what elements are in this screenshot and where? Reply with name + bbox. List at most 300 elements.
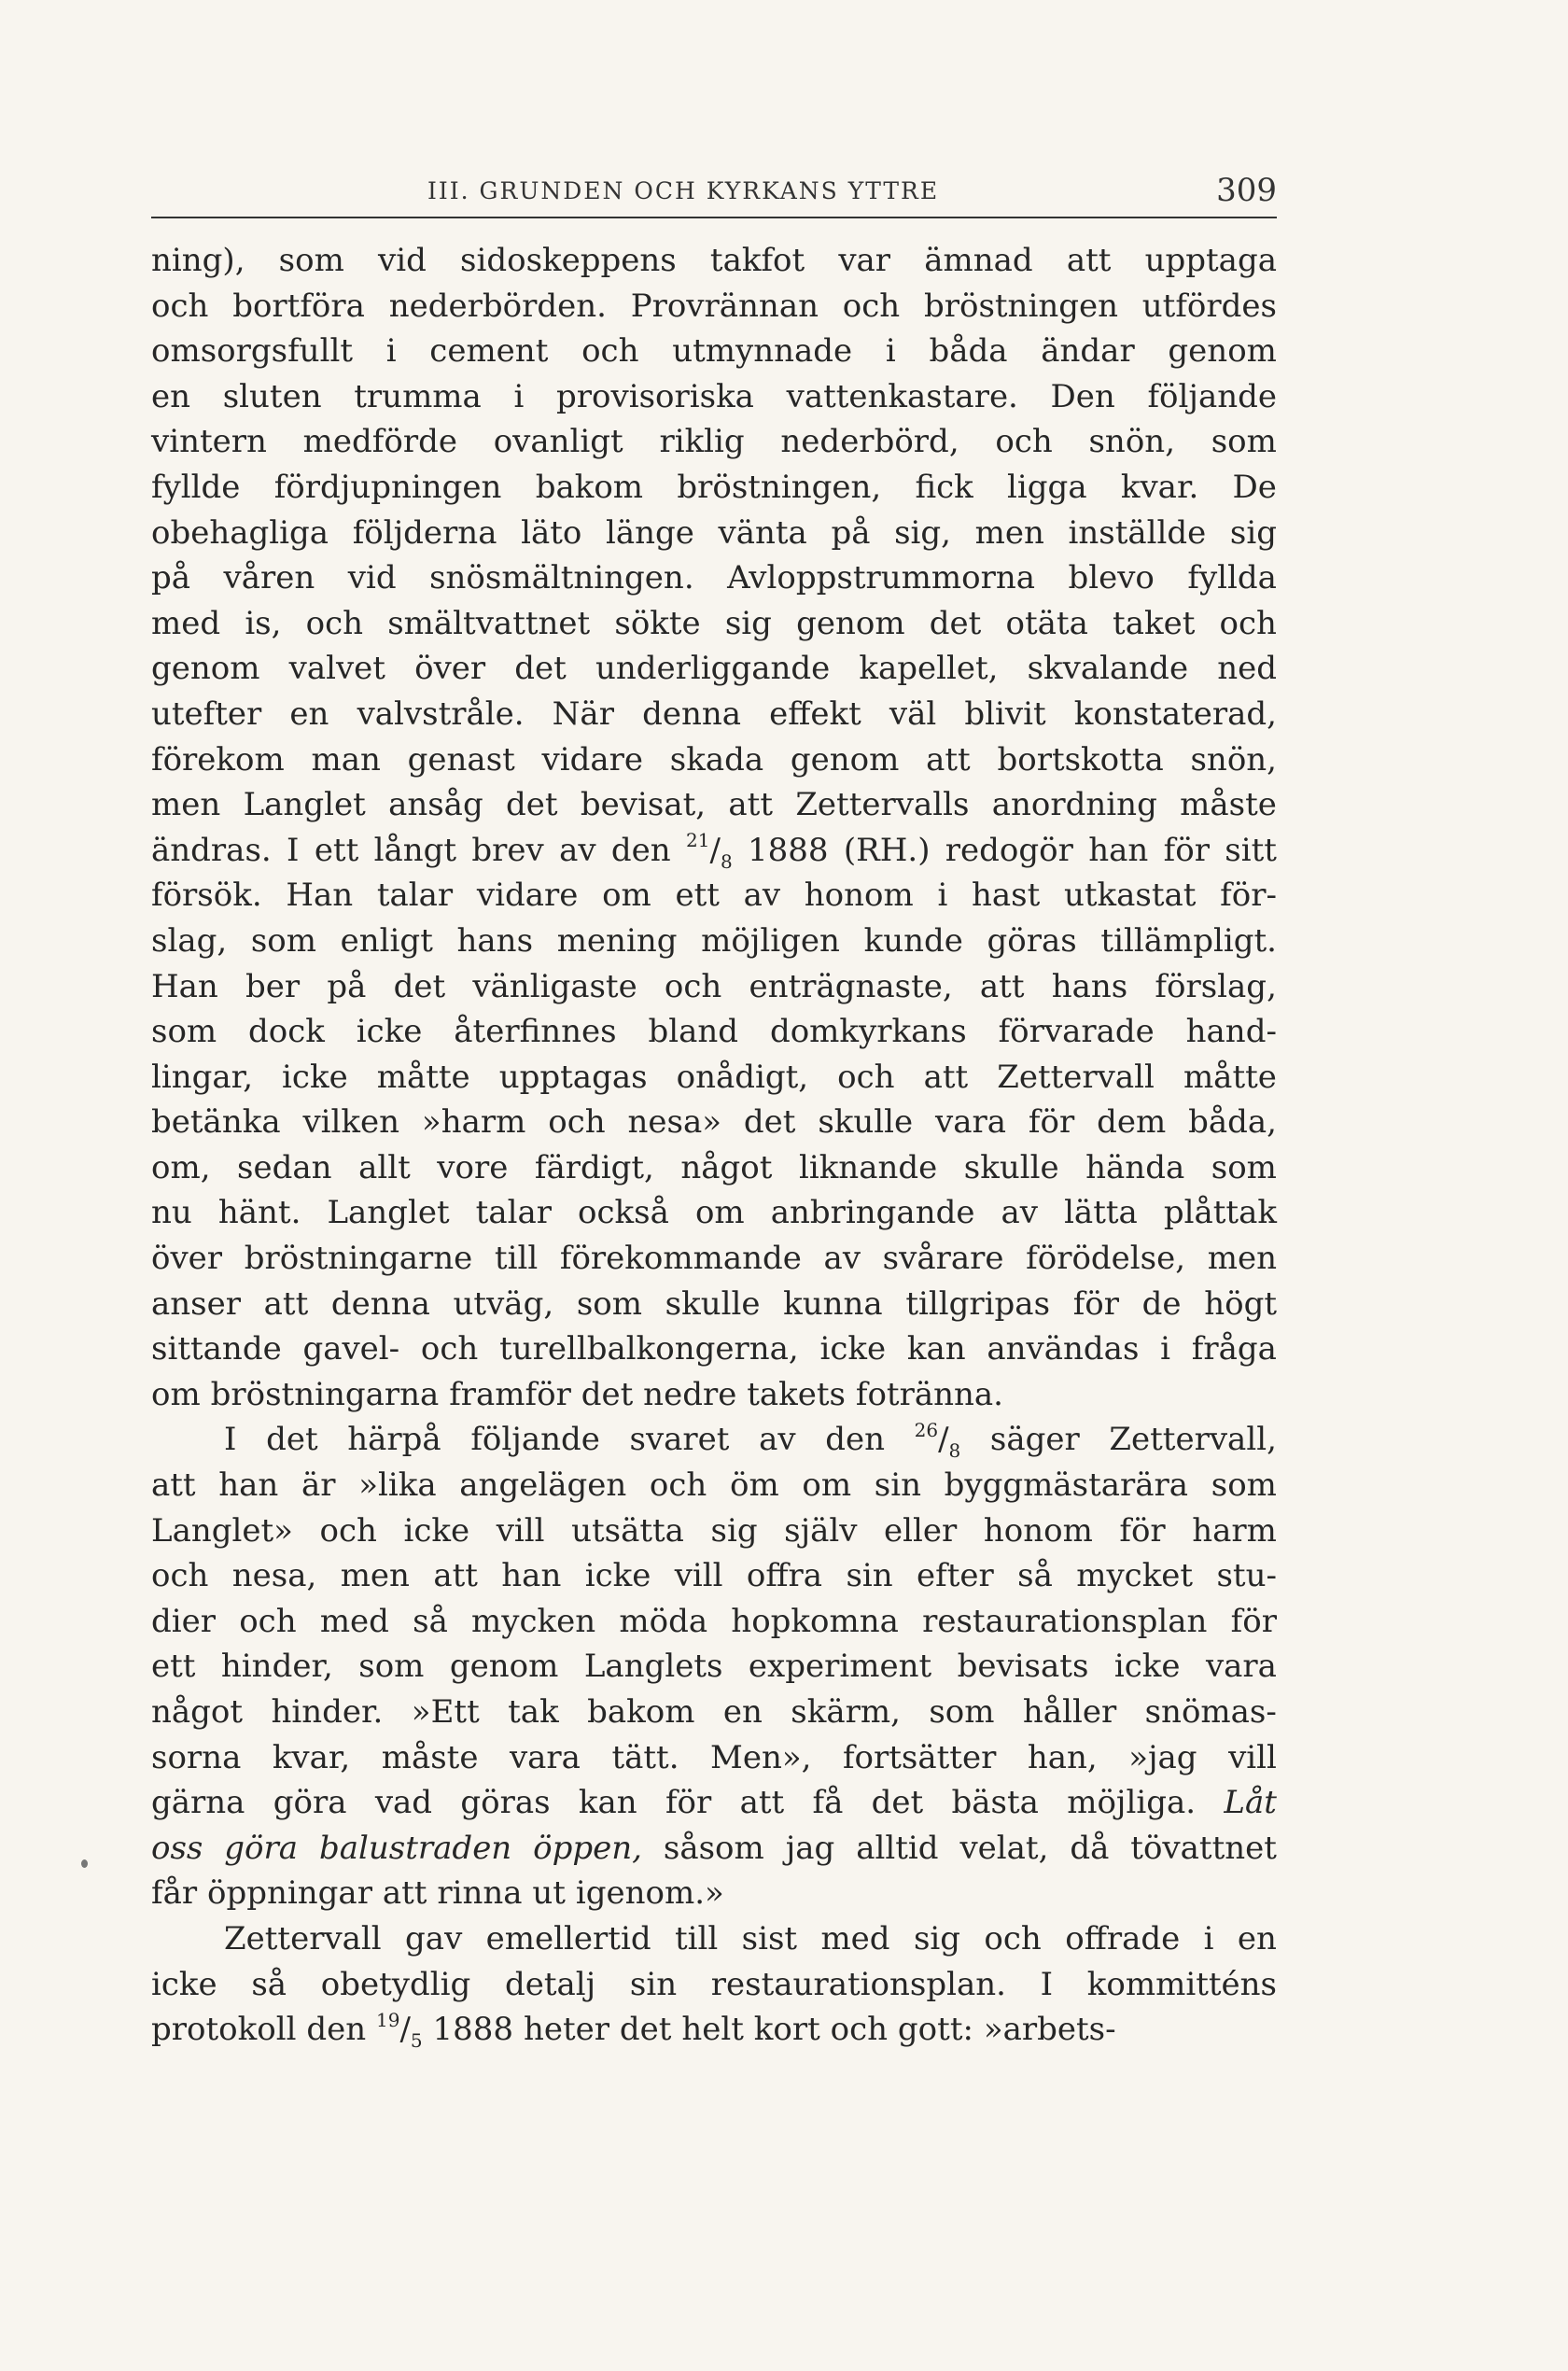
word: sökte [614, 604, 701, 642]
word: icke [403, 1511, 470, 1550]
word: fyllda [1187, 559, 1277, 597]
word: skvalande [1027, 650, 1189, 688]
word: följande [1147, 377, 1277, 415]
word: angelägen [459, 1466, 627, 1505]
word: kvar, [272, 1738, 351, 1776]
word: balustraden [318, 1829, 512, 1867]
word: i [937, 877, 948, 915]
word: att [263, 1284, 309, 1323]
word: mening [556, 921, 678, 960]
word: denna [642, 694, 742, 733]
word: fyllde [151, 468, 241, 506]
word: snömas- [1144, 1693, 1277, 1731]
word: som [358, 1648, 425, 1686]
word: av [743, 877, 781, 915]
word: utmynnade [672, 332, 853, 371]
word: han [1088, 831, 1149, 869]
date-fraction: $^{19}/_5$ [376, 2008, 423, 2052]
word: Zettervall [997, 1058, 1155, 1096]
word: De [1232, 468, 1277, 506]
word: »Ett [411, 1693, 480, 1731]
text-line [151, 1190, 1277, 1236]
word: öppningar [206, 1874, 372, 1913]
word: göra [273, 1784, 347, 1822]
word: länge [605, 513, 694, 552]
word: om [802, 1466, 852, 1505]
word: taket [1113, 604, 1196, 642]
word: bästa [951, 1784, 1039, 1822]
word: anordning [991, 786, 1157, 824]
word: i [385, 332, 397, 371]
word: som [576, 1284, 642, 1323]
word: genom [1168, 332, 1277, 371]
word: sig [724, 604, 772, 642]
text-line [151, 1326, 1277, 1372]
word: ämnad [924, 242, 1033, 279]
word: ett [314, 831, 359, 869]
word: sig [710, 1511, 758, 1550]
word: onådigt, [676, 1058, 809, 1096]
word: ändras. [151, 831, 272, 869]
word: »jag [1128, 1738, 1197, 1776]
word: vill [674, 1557, 723, 1595]
word: göras [987, 921, 1077, 960]
word: väl [889, 694, 937, 733]
word: restaurationsplan. [710, 1965, 1006, 2003]
word: måste [1180, 786, 1277, 824]
word: för [1028, 1103, 1075, 1142]
text-line [151, 465, 1277, 511]
text-line [151, 1962, 1277, 2008]
word: lätta [1064, 1194, 1138, 1232]
word: tillämpligt. [1100, 921, 1277, 960]
text-line [151, 1463, 1277, 1508]
word: fick [915, 468, 973, 506]
word: till [674, 1919, 719, 1957]
word: något [680, 1148, 773, 1186]
word: dier [151, 1602, 217, 1640]
word: restaurationsplan [922, 1602, 1208, 1640]
word: hans [1051, 967, 1128, 1005]
word: högt [1204, 1284, 1277, 1323]
word: bröstningarne [244, 1240, 473, 1278]
word: sist [741, 1919, 798, 1957]
word: icke [282, 1058, 348, 1096]
word: tak [508, 1693, 559, 1731]
word: som [1211, 423, 1277, 461]
word: allt [358, 1148, 411, 1186]
word: »arbets- [983, 2011, 1116, 2049]
text-line [151, 1009, 1277, 1055]
word: som [929, 1693, 995, 1731]
word: emellertid [485, 1919, 651, 1957]
word: I [224, 1421, 237, 1459]
word: enträgnaste, [749, 967, 953, 1005]
word: den [306, 2011, 367, 2049]
word: (RH.) [843, 831, 931, 869]
word: ber [245, 967, 301, 1005]
running-head [151, 172, 1277, 218]
word: mycket [1076, 1557, 1194, 1595]
text-line [151, 601, 1277, 647]
word: han [501, 1557, 562, 1595]
word: inställde [1068, 513, 1207, 552]
word: kunna [783, 1284, 883, 1323]
word: få [812, 1784, 844, 1822]
word: oss [151, 1829, 203, 1867]
word: genom [796, 604, 905, 642]
word: våren [223, 559, 315, 597]
word: som [250, 921, 316, 960]
word: När [552, 694, 614, 733]
word: icke [819, 1330, 887, 1368]
text-line [151, 1236, 1277, 1282]
word: och [151, 287, 209, 325]
word: följande [470, 1421, 600, 1459]
word: kort [753, 2011, 820, 2049]
word: sig [1229, 513, 1277, 552]
word: hänt. [217, 1194, 301, 1232]
word: utväg, [453, 1284, 554, 1323]
word: domkyrkans [769, 1013, 967, 1051]
word: och [984, 1919, 1042, 1957]
word: förvarade [998, 1013, 1155, 1051]
word: Låt [1224, 1784, 1277, 1822]
word: att [1066, 242, 1112, 279]
word: I [1040, 1965, 1054, 2003]
word: gott: [897, 2011, 973, 2049]
word: »harm [421, 1103, 526, 1142]
word: skärm, [791, 1693, 901, 1731]
word: bortföra [232, 287, 365, 325]
text-line [151, 1553, 1277, 1599]
word: gavel- [302, 1330, 400, 1368]
word: lingar, [151, 1058, 254, 1096]
word: kvar. [1120, 468, 1199, 506]
word: en [289, 694, 329, 733]
word: på [327, 967, 367, 1005]
word: omsorgsfullt [151, 332, 353, 371]
word: offrade [1065, 1919, 1181, 1957]
word: icke [151, 1965, 217, 2003]
word: bevisats [957, 1648, 1089, 1686]
word: vattenkastare. [786, 377, 1018, 415]
word: valvstråle. [357, 694, 525, 733]
word: framför [449, 1375, 571, 1413]
word: Langlet [243, 786, 366, 824]
word: det [581, 1375, 634, 1413]
text-line [151, 555, 1277, 601]
word: Langlet» [151, 1511, 293, 1550]
text-line [151, 419, 1277, 465]
word: och [305, 604, 364, 642]
word: alltid [856, 1829, 939, 1867]
word: ned [1217, 650, 1277, 688]
word: vara [509, 1738, 581, 1776]
word: båda [929, 332, 1008, 371]
word: nu [151, 1194, 192, 1232]
word: enligt [340, 921, 433, 960]
word: den [610, 831, 671, 869]
word: och [664, 967, 722, 1005]
word: vara [1205, 1648, 1277, 1686]
word: det [871, 1784, 924, 1822]
word: Men», [710, 1738, 812, 1776]
word: nedre [643, 1375, 737, 1413]
word: är [301, 1466, 336, 1505]
word: vilken [302, 1103, 400, 1142]
word: skulle [963, 1148, 1059, 1186]
word: redogör [945, 831, 1073, 869]
word: medförde [302, 423, 457, 461]
word: det [743, 1103, 796, 1142]
word: båda, [1188, 1103, 1277, 1142]
word: och [581, 332, 639, 371]
text-line [151, 329, 1277, 374]
word: och [842, 287, 901, 325]
word: av [823, 1240, 861, 1278]
word: sedan [237, 1148, 332, 1186]
text-line [151, 1599, 1277, 1645]
word: betänka [151, 1103, 281, 1142]
word: effekt [769, 694, 861, 733]
word: följderna [352, 513, 497, 552]
text-line [151, 284, 1277, 330]
word: vintern [151, 423, 267, 461]
word: Zettervall, [1109, 1421, 1277, 1459]
word: mycken [471, 1602, 596, 1640]
word: bröstningen [923, 287, 1119, 325]
word: Han [151, 967, 218, 1005]
chapter-title: III. GRUNDEN OCH KYRKANS YTTRE [427, 177, 940, 204]
word: utkastat [1063, 877, 1197, 915]
word: vad [374, 1784, 433, 1822]
word: öppen, [533, 1829, 642, 1867]
word: ett [675, 877, 720, 915]
word: icke [584, 1557, 651, 1595]
word: kan [578, 1784, 637, 1822]
word: var [838, 242, 891, 279]
word: och [420, 1330, 479, 1368]
word: att [979, 967, 1025, 1005]
word: experiment [748, 1648, 932, 1686]
word: bakom [535, 468, 644, 506]
word: som [1211, 1148, 1277, 1186]
word: dock [248, 1013, 325, 1051]
word: brev [471, 831, 544, 869]
text-line [151, 1826, 1277, 1872]
word: att [739, 1784, 785, 1822]
word: kommitténs [1086, 1965, 1277, 2003]
word: trumma [354, 377, 482, 415]
word: plåttak [1163, 1194, 1277, 1232]
word: velat, [959, 1829, 1049, 1867]
word: han, [1027, 1738, 1098, 1776]
word: smältvattnet [387, 604, 591, 642]
text-line [151, 1735, 1277, 1781]
word: otäta [1005, 604, 1088, 642]
word: med [820, 1919, 890, 1957]
word: att [151, 1466, 196, 1505]
word: nesa, [231, 1557, 317, 1595]
word: sluten [222, 377, 322, 415]
word: sittande [151, 1330, 282, 1368]
word: måtte [376, 1058, 470, 1096]
word: på [151, 559, 191, 597]
word: hans [456, 921, 534, 960]
text-line [151, 646, 1277, 692]
word: att [923, 1058, 969, 1096]
word: han [218, 1466, 279, 1505]
word: det [619, 2011, 672, 2049]
word: byggmästarära [944, 1466, 1189, 1505]
word: de [1141, 1284, 1182, 1323]
word: genast [407, 740, 515, 779]
word: förekommande [559, 1240, 802, 1278]
word: vidare [541, 740, 644, 779]
word: måtte [1183, 1058, 1277, 1096]
text-line [151, 1100, 1277, 1145]
word: bortskotta [997, 740, 1164, 779]
word: säger [989, 1421, 1080, 1459]
word: fortsätter [842, 1738, 997, 1776]
word: genom [449, 1648, 559, 1686]
text-line [151, 964, 1277, 1010]
word: sig, [894, 513, 951, 552]
word: skulle [818, 1103, 914, 1142]
word: konstaterad, [1073, 694, 1277, 733]
word: och [1219, 604, 1277, 642]
word: tillgripas [905, 1284, 1051, 1323]
word: om, [151, 1148, 211, 1186]
word: Den [1050, 377, 1115, 415]
word: för [1230, 1602, 1277, 1640]
word: det [929, 604, 982, 642]
word: cement [429, 332, 549, 371]
word: förslag, [1155, 967, 1277, 1005]
word: härpå [347, 1421, 441, 1459]
word: att [382, 1874, 427, 1913]
word: något [151, 1693, 244, 1731]
word: men [1207, 1240, 1277, 1278]
word: bröstningen, [677, 468, 882, 506]
word: och [548, 1103, 606, 1142]
word: Langlets [583, 1648, 723, 1686]
word: Zettervalls [795, 786, 970, 824]
word: sidoskeppens [460, 242, 677, 279]
word: i [1160, 1330, 1171, 1368]
page-number: 309 [1216, 172, 1277, 209]
word: helt [681, 2011, 744, 2049]
text-line [151, 1780, 1277, 1826]
word: över [151, 1240, 223, 1278]
word: genom [151, 650, 260, 688]
word: takets [747, 1375, 846, 1413]
text-line [151, 737, 1277, 783]
word: och [239, 1602, 297, 1640]
word: en [151, 377, 191, 415]
word: och [830, 2011, 889, 2049]
word: så [251, 1965, 287, 2003]
word: själv [784, 1511, 858, 1550]
word: upptaga [1144, 242, 1277, 279]
word: eller [884, 1511, 958, 1550]
text-line [151, 511, 1277, 556]
word: vore [437, 1148, 509, 1186]
word: genom [790, 740, 900, 779]
word: jag [785, 1829, 835, 1867]
word: igenom.» [575, 1874, 724, 1913]
word: utefter [151, 694, 262, 733]
word: Avloppstrummorna [727, 559, 1035, 597]
text-line [151, 1644, 1277, 1690]
word: sin [846, 1557, 893, 1595]
word: med [151, 604, 221, 642]
word: nesa» [627, 1103, 722, 1142]
word: Provrännan [630, 287, 819, 325]
word: honom [804, 877, 914, 915]
word: måste [381, 1738, 479, 1776]
word: fotränna. [855, 1375, 1003, 1413]
date-fraction: $^{21}/_8$ [686, 829, 733, 873]
word: liknande [798, 1148, 938, 1186]
word: ansåg [388, 786, 483, 824]
word: Han [286, 877, 354, 915]
word: efter [917, 1557, 994, 1595]
word: läto [521, 513, 582, 552]
word: vill [1228, 1738, 1277, 1776]
word: snön, [1088, 423, 1176, 461]
body-text [151, 238, 1277, 2053]
word: som [151, 1013, 217, 1051]
word: vill [496, 1511, 545, 1550]
word: såsom [663, 1829, 764, 1867]
word: kunde [863, 921, 963, 960]
word: hast [972, 877, 1041, 915]
word: användas [987, 1330, 1140, 1368]
word: göra [224, 1829, 299, 1867]
word: snösmältningen. [429, 559, 694, 597]
word: talar [376, 877, 454, 915]
word: sin [874, 1466, 921, 1505]
text-line [151, 1417, 1277, 1463]
word: anbringande [770, 1194, 975, 1232]
text-line [151, 919, 1277, 964]
word: över [414, 650, 486, 688]
word: kan [906, 1330, 966, 1368]
word: sitt [1225, 831, 1277, 869]
word: kapellet, [859, 650, 999, 688]
word: tövattnet [1130, 1829, 1277, 1867]
word: 1888 [748, 831, 829, 869]
word: skada [669, 740, 764, 779]
word: förekom [151, 740, 285, 779]
word: det [266, 1421, 318, 1459]
text-line [151, 374, 1277, 420]
word: så [1017, 1557, 1053, 1595]
word: svaret [629, 1421, 730, 1459]
word: obetydlig [320, 1965, 471, 2003]
date-fraction: $^{26}/_8$ [914, 1419, 961, 1463]
word: provisoriska [556, 377, 754, 415]
word: vänligaste [472, 967, 637, 1005]
word: möda [619, 1602, 708, 1640]
word: sin [629, 1965, 678, 2003]
word: sig [913, 1919, 961, 1957]
word: icke [1113, 1648, 1181, 1686]
word: att [926, 740, 971, 779]
word: håller [1022, 1693, 1117, 1731]
